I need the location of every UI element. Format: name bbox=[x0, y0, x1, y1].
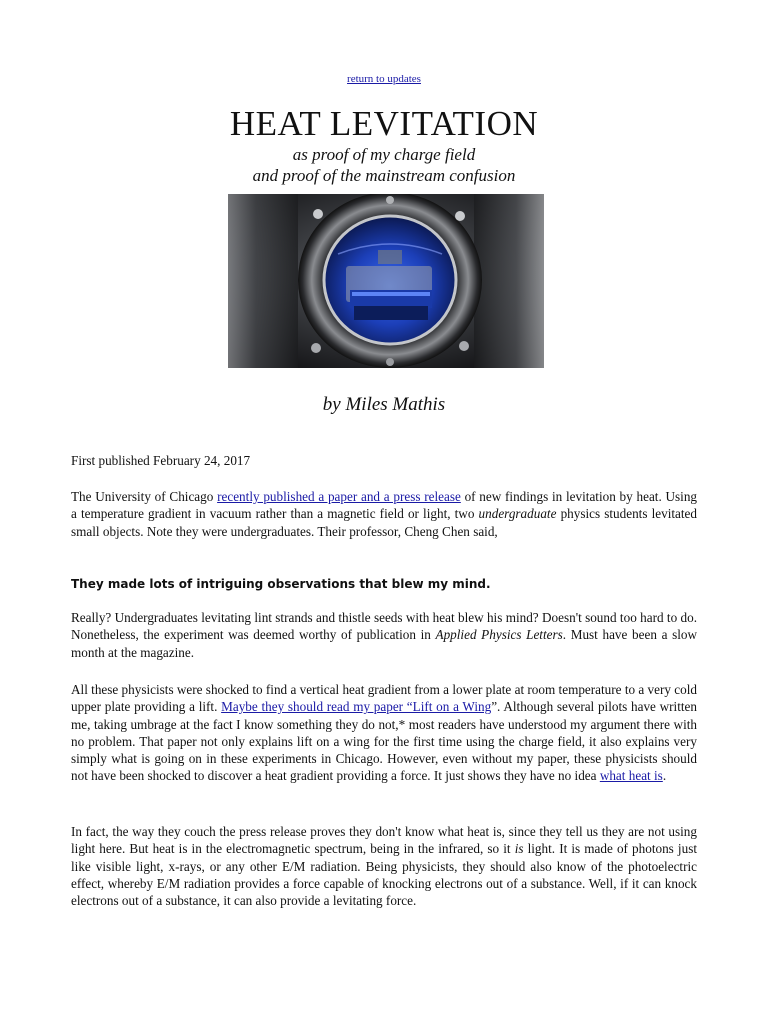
page-title: HEAT LEVITATION bbox=[229, 104, 539, 143]
paragraph-3 bbox=[71, 681, 697, 785]
paragraph-1 bbox=[71, 488, 697, 540]
p1-text-1: The University of Chicago bbox=[71, 489, 218, 504]
journal-name: Applied Physics Letters bbox=[435, 627, 563, 643]
press-release-link[interactable]: recently published a paper and a press release bbox=[217, 489, 461, 504]
publication-date: First published February 24, 2017 bbox=[71, 453, 251, 468]
p1-text-3: physics students levitated small objects. Note they were undergraduates. Their professor, Cheng Chen said, bbox=[71, 506, 697, 539]
vacuum-chamber-photo bbox=[228, 194, 544, 368]
return-to-updates-link[interactable]: return to updates bbox=[347, 73, 421, 85]
lift-on-a-wing-link[interactable]: Maybe they should read my paper “Lift on a Wing bbox=[221, 699, 492, 715]
p3-text-3: . bbox=[662, 768, 667, 784]
author-byline: by Miles Mathis bbox=[322, 394, 446, 415]
subtitle-line-1: as proof of my charge field bbox=[292, 145, 476, 164]
p2-text-1: Really? Undergraduates levitating lint strands and thistle seeds with heat blew his mind? Doesn't sound too hard to do. Nonetheless, the experiment was deemed worthy of publication in bbox=[71, 610, 697, 643]
what-heat-is-link[interactable]: what heat is bbox=[599, 768, 663, 784]
p3-text-1: All these physicists were shocked to find a vertical heat gradient from a lower plate at room temperature to a very cold upper plate providing a lift. bbox=[71, 682, 697, 715]
p4-emphasis: is bbox=[514, 841, 524, 857]
paragraph-4 bbox=[71, 823, 697, 909]
professor-quote: They made lots of intriguing observations that blew my mind. bbox=[71, 577, 491, 591]
p2-text-2: . Must have been a slow month at the magazine. bbox=[71, 627, 697, 660]
subtitle-line-2: and proof of the mainstream confusion bbox=[252, 166, 516, 185]
p3-text-2: ”. Although several pilots have written me, taking umbrage at the fact I know something they do not,* most readers have understood my argument there with no problem. That paper not only explains lift on a wing for the first time using the charge field, it also explains very simply what is going on in these experiments in Chicago. However, even without my paper, these physicists should not have been shocked to discover a heat gradient providing a force. It just shows they have no idea bbox=[71, 699, 697, 784]
p4-text-2: light. It is made of photons just like visible light, x-rays, or any other E/M radiation. Being physicists, they should also know of the photoelectric effect, whereby E/M radiation provides a force capable of knocking electrons out of a substance. Well, if it can knock electrons out of a substance, it can also provide a levitating force. bbox=[71, 841, 697, 909]
p1-text-2: of new findings in levitation by heat. Using a temperature gradient in vacuum rather than a magnetic field or light, two bbox=[71, 489, 698, 522]
p1-emphasis: undergraduate bbox=[478, 506, 557, 522]
paragraph-2 bbox=[71, 609, 697, 661]
p4-text-1: In fact, the way they couch the press release proves they don't know what heat is, since they tell us they are not using light here. But heat is in the electromagnetic spectrum, being in the infrared, so it bbox=[71, 824, 697, 857]
